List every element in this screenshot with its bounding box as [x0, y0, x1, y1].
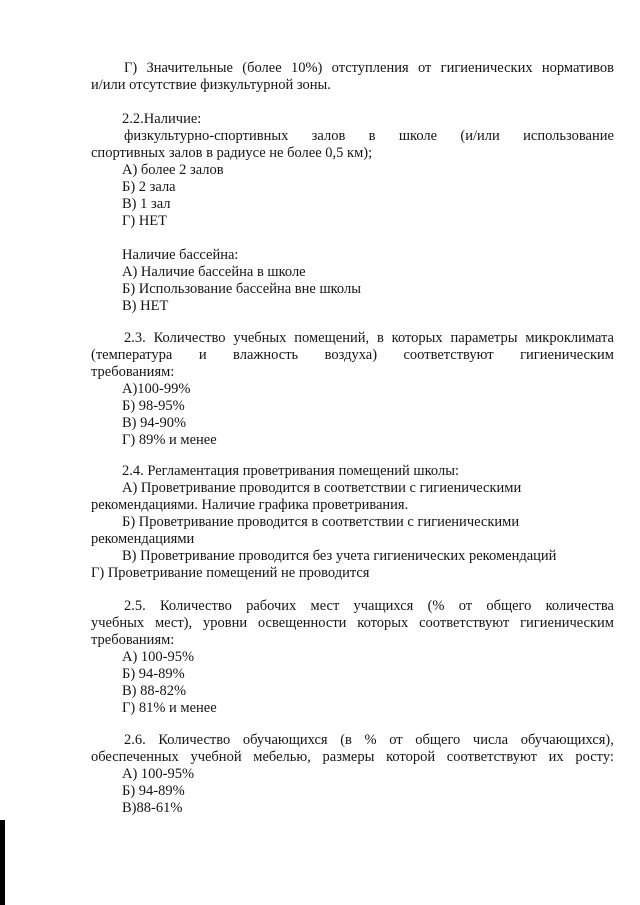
word: учебной	[190, 749, 242, 765]
option-b: Б) 94-89%	[122, 783, 185, 799]
word: помещений,	[294, 330, 370, 346]
option-d: Г) Проветривание помещений не проводится	[91, 565, 370, 581]
word: 2.6.	[124, 732, 146, 748]
word: которых	[391, 330, 443, 346]
word: влажность	[233, 347, 299, 363]
word: физкультурно-спортивных	[124, 128, 289, 144]
word: отступления	[331, 60, 409, 76]
section-2-5-line-2	[91, 615, 614, 632]
word: Количество	[159, 598, 232, 614]
word: (более	[242, 60, 282, 76]
word: (%	[427, 598, 445, 614]
option-a: А) более 2 залов	[122, 162, 224, 178]
word: Количество	[153, 330, 226, 346]
word: 10%)	[290, 60, 323, 76]
word: гигиеническим	[520, 347, 614, 363]
pool-option-c: В) НЕТ	[122, 298, 169, 314]
option-d: Г) НЕТ	[122, 213, 168, 229]
word: от	[458, 598, 473, 614]
item-g-line	[124, 60, 614, 77]
word: их	[548, 749, 564, 765]
word: и	[198, 347, 207, 363]
section-2-5-line-1	[124, 598, 614, 615]
option-c: В) 88-82%	[122, 683, 187, 699]
word: параметры	[450, 330, 518, 346]
word: Значительные	[146, 60, 233, 76]
section-2-5-line-3: требованиям:	[91, 632, 175, 648]
scan-edge-shadow	[0, 820, 5, 905]
option-a: А) 100-95%	[122, 766, 195, 782]
word: мебелью,	[253, 749, 311, 765]
word: учебных	[91, 615, 145, 631]
word: которых	[357, 615, 409, 631]
section-2-6-line-2	[91, 749, 614, 766]
section-2-2-heading: 2.2.Наличие:	[122, 111, 202, 127]
section-2-4-heading: 2.4. Регламентация проветривания помещений школы:	[122, 463, 459, 479]
word: микроклимата	[525, 330, 614, 346]
option-d: Г) 89% и менее	[122, 432, 217, 448]
option-c: В) Проветривание проводится без учета гигиенических рекомендаций	[122, 548, 557, 564]
word: Г)	[124, 60, 138, 76]
word: которой	[386, 749, 436, 765]
word: залов	[311, 128, 346, 144]
word: гигиенических	[440, 60, 533, 76]
word: количества	[545, 598, 614, 614]
item-g-continuation: и/или отсутствие физкультурной зоны.	[91, 77, 331, 93]
pool-option-a: А) Наличие бассейна в школе	[122, 264, 306, 280]
option-b: Б) 98-95%	[122, 398, 185, 414]
word: мест	[310, 598, 340, 614]
word: учебных	[233, 330, 287, 346]
word: обучающихся),	[520, 732, 614, 748]
option-b: Б) 94-89%	[122, 666, 185, 682]
word: (и/или	[460, 128, 500, 144]
word: соответствуют	[403, 347, 494, 363]
word: уровни	[202, 615, 248, 631]
word: (температура	[91, 347, 173, 363]
word: от	[417, 60, 432, 76]
option-b: Б) 2 зала	[122, 179, 176, 195]
word: %	[364, 732, 377, 748]
word: учащихся	[353, 598, 414, 614]
option-a: А) 100-95%	[122, 649, 195, 665]
section-2-6-line-1	[124, 732, 614, 749]
word: гигиеническим	[520, 615, 614, 631]
option-c: В) 1 зал	[122, 196, 171, 212]
word: общего	[486, 598, 532, 614]
word: нормативов	[541, 60, 614, 76]
option-d: Г) 81% и менее	[122, 700, 217, 716]
word: размеры	[322, 749, 375, 765]
option-b: Б) Проветривание проводится в соответствии с гигиеническими	[122, 514, 520, 530]
word: числа	[472, 732, 509, 748]
word: соответствуют	[419, 615, 510, 631]
word: школе	[398, 128, 438, 144]
word: мест),	[154, 615, 193, 631]
word: в	[368, 128, 376, 144]
option-a-cont: рекомендациями. Наличие графика проветривания.	[91, 497, 409, 513]
word: воздуха)	[324, 347, 378, 363]
word: освещенности	[257, 615, 347, 631]
option-b-cont: рекомендациями	[91, 531, 195, 547]
word: росту:	[575, 749, 614, 765]
section-2-2-question-cont: спортивных залов в радиусе не более 0,5 км);	[91, 145, 373, 161]
word: Количество	[158, 732, 231, 748]
section-2-3-line-3: требованиям:	[91, 364, 175, 380]
word: 2.3.	[124, 330, 146, 346]
word: от	[389, 732, 403, 748]
option-c: В)88-61%	[122, 800, 183, 816]
option-a: А)100-99%	[122, 381, 191, 397]
word: общего	[415, 732, 461, 748]
section-2-3-line-1	[124, 330, 614, 347]
word: (в	[340, 732, 352, 748]
section-2-2-question-line	[124, 128, 614, 145]
option-c: В) 94-90%	[122, 415, 187, 431]
word: рабочих	[246, 598, 297, 614]
word: использование	[523, 128, 614, 144]
section-2-3-line-2	[91, 347, 614, 364]
word: обучающихся	[242, 732, 328, 748]
word: соответствуют	[446, 749, 537, 765]
word: в	[376, 330, 384, 346]
option-a: А) Проветривание проводится в соответствии с гигиеническими	[122, 480, 522, 496]
word: обеспеченных	[91, 749, 179, 765]
word: 2.5.	[124, 598, 146, 614]
pool-option-b: Б) Использование бассейна вне школы	[122, 281, 361, 297]
pool-heading: Наличие бассейна:	[122, 247, 239, 263]
